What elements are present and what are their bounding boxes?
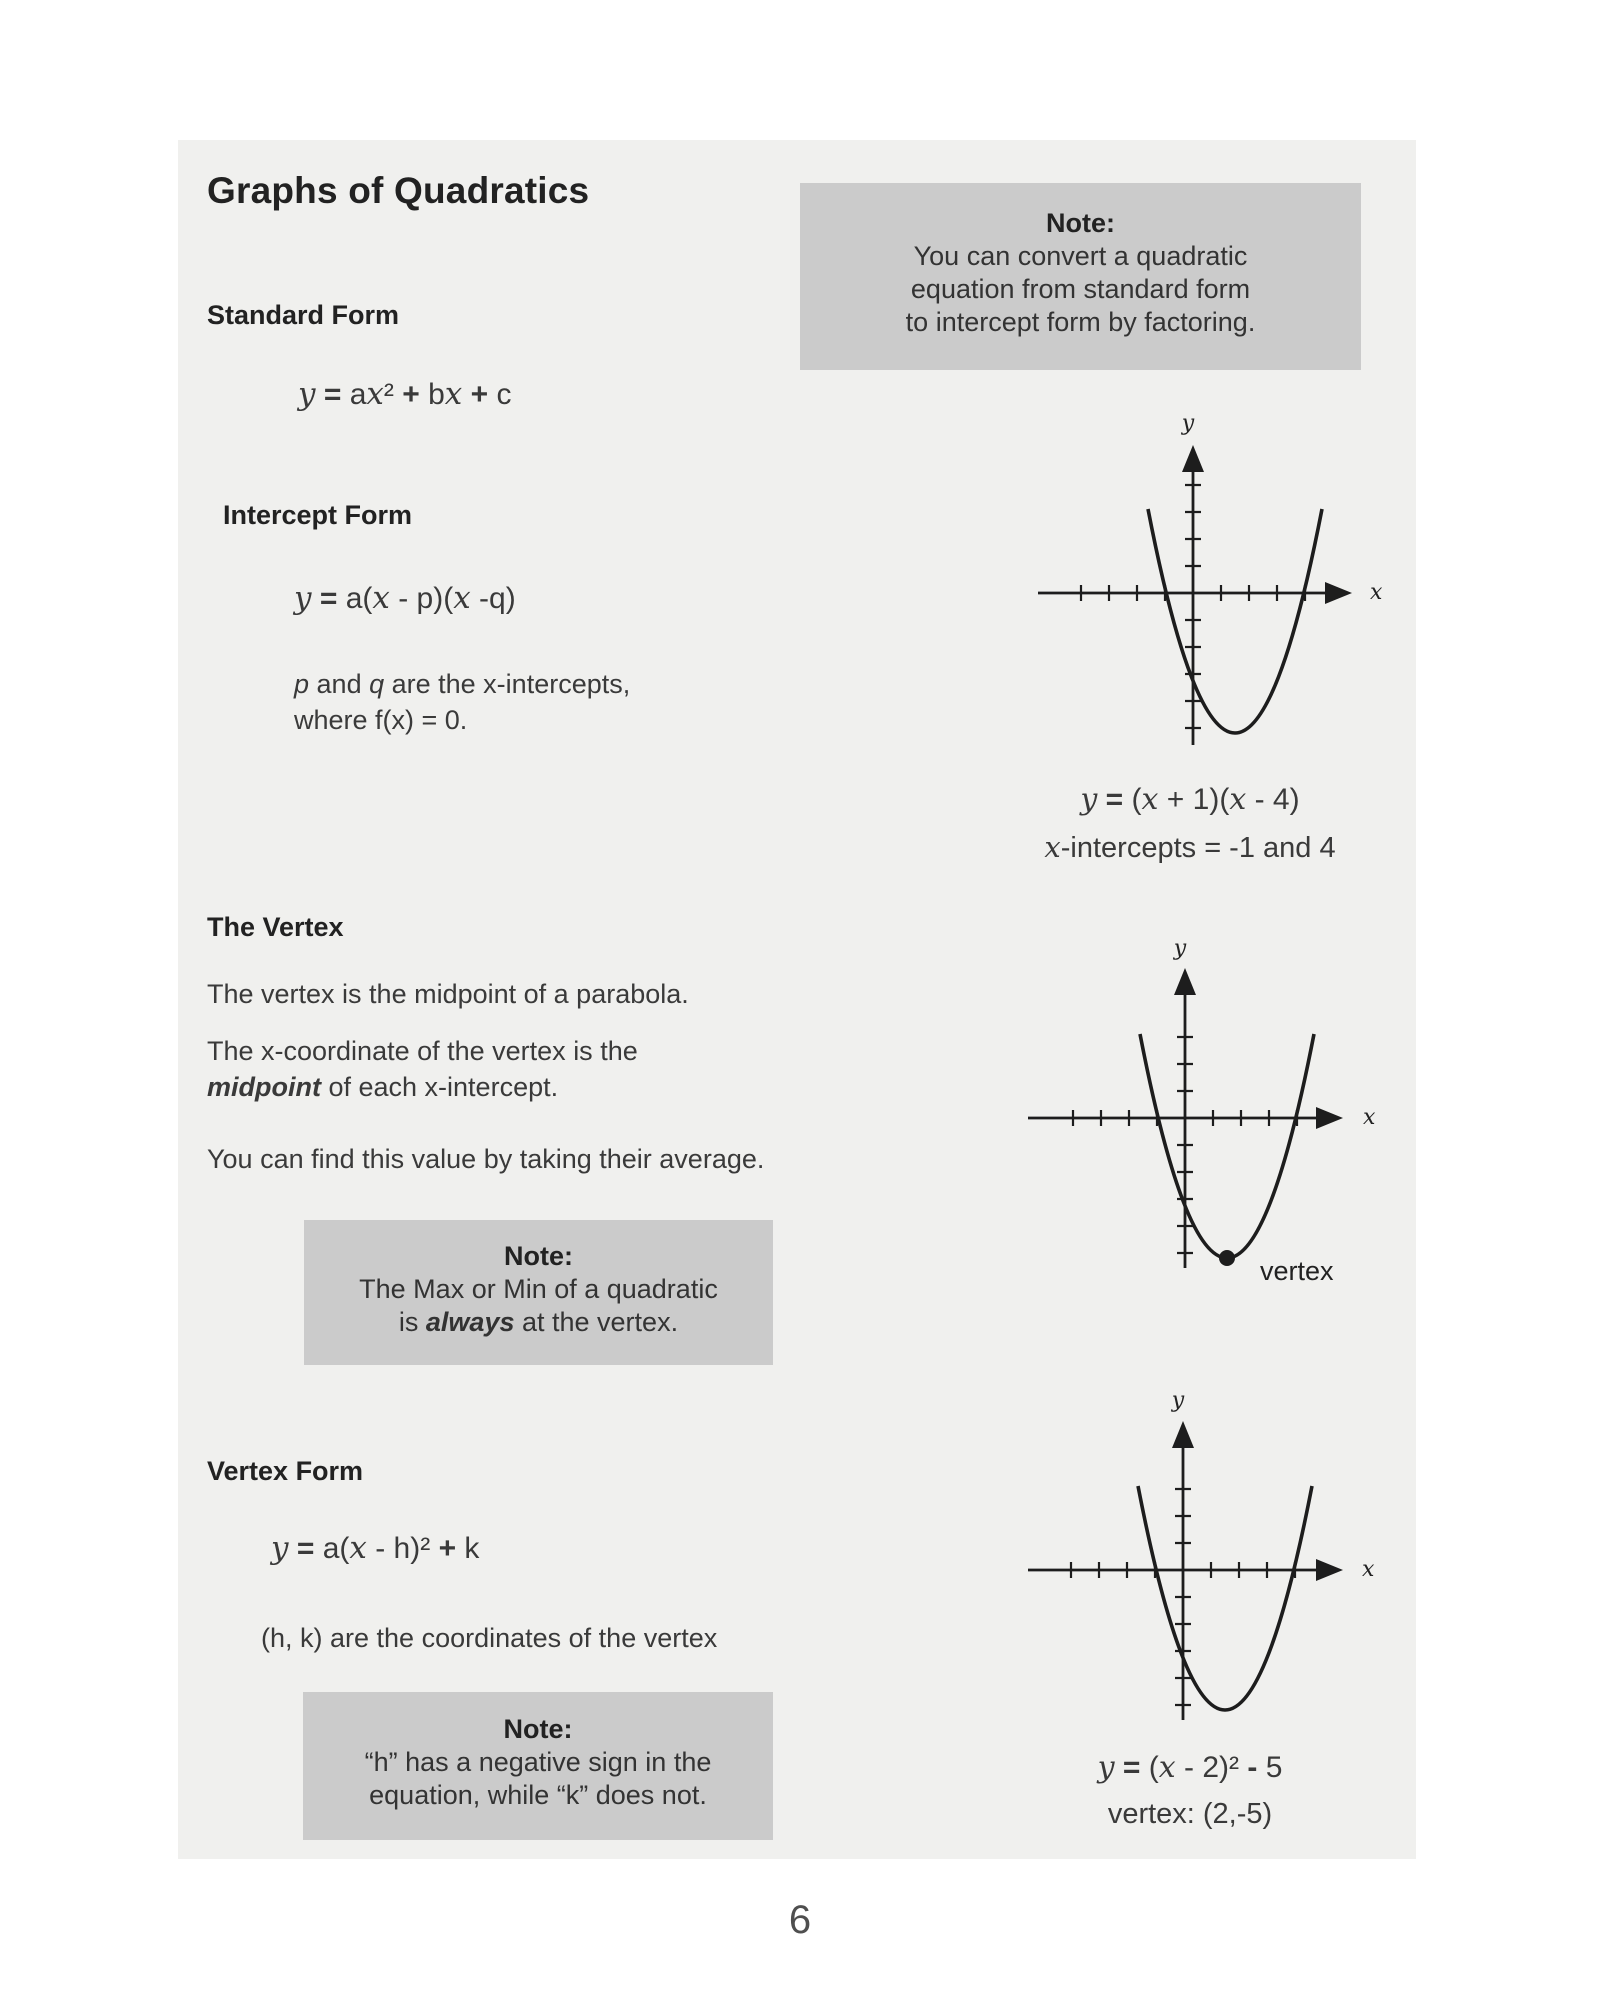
note-line: “h” has a negative sign in the bbox=[364, 1747, 712, 1777]
intercept-description-line1: p and q are the x-intercepts, bbox=[294, 669, 631, 699]
figure3-equation: y = (x - 2)² - 5 bbox=[1097, 1750, 1283, 1785]
y-axis-label: y bbox=[1173, 936, 1187, 961]
figure3-caption bbox=[990, 1750, 1390, 1831]
y-axis-arrowhead bbox=[1182, 445, 1204, 472]
heading-the-vertex: The Vertex bbox=[207, 912, 344, 942]
equation-standard-form: y = ax² + bx + c bbox=[298, 376, 512, 412]
vertex-paragraph-1: The vertex is the midpoint of a parabola. bbox=[207, 979, 689, 1009]
parabola-curve bbox=[1148, 509, 1322, 733]
intercept-description-line2: where f(x) = 0. bbox=[294, 705, 468, 735]
figure1-caption bbox=[990, 782, 1390, 865]
heading-vertex-form: Vertex Form bbox=[207, 1456, 364, 1486]
note-line: is always at the vertex. bbox=[398, 1307, 679, 1337]
note-line: The Max or Min of a quadratic bbox=[359, 1274, 718, 1304]
notes-page bbox=[178, 140, 1416, 1859]
equation-intercept-form: y = a(x - p)(x -q) bbox=[294, 580, 516, 616]
note-body bbox=[303, 1746, 773, 1812]
vertex-paragraph-2-line1: The x-coordinate of the vertex is the bbox=[207, 1036, 638, 1066]
y-axis-arrowhead bbox=[1174, 968, 1196, 995]
figure3-vertex: vertex: (2,-5) bbox=[1107, 1798, 1273, 1830]
y-axis-arrowhead bbox=[1172, 1421, 1194, 1448]
x-axis-arrowhead bbox=[1316, 1559, 1343, 1581]
vertex-form-description: (h, k) are the coordinates of the vertex bbox=[261, 1623, 718, 1653]
figure-vertex-parabola bbox=[1018, 933, 1418, 1313]
vertex-point-label: vertex bbox=[1260, 1256, 1334, 1286]
parabola-curve bbox=[1138, 1486, 1312, 1710]
page-number: 6 bbox=[788, 1898, 812, 1942]
x-axis-label: x bbox=[1370, 580, 1383, 605]
note-line: You can convert a quadratic bbox=[913, 241, 1248, 271]
parabola-curve bbox=[1140, 1034, 1314, 1258]
figure1-intercepts: x-intercepts = -1 and 4 bbox=[1044, 830, 1336, 864]
vertex-paragraph-3: You can find this value by taking their average. bbox=[207, 1144, 765, 1174]
figure-intercept-parabola bbox=[1018, 408, 1418, 788]
figure1-equation: y = (x + 1)(x - 4) bbox=[1080, 782, 1300, 817]
x-axis-arrowhead bbox=[1325, 582, 1352, 604]
note-body bbox=[304, 1273, 773, 1339]
note-body bbox=[800, 240, 1361, 339]
y-axis-label: y bbox=[1171, 1388, 1185, 1413]
note-box-max-min bbox=[304, 1220, 773, 1365]
note-line: to intercept form by factoring. bbox=[905, 307, 1256, 337]
note-title: Note: bbox=[504, 1241, 573, 1271]
y-axis-label: y bbox=[1181, 411, 1195, 436]
x-axis-label: x bbox=[1362, 1557, 1375, 1582]
heading-intercept-form: Intercept Form bbox=[223, 500, 413, 530]
note-title: Note: bbox=[503, 1714, 573, 1744]
vertex-paragraph-2-line2: midpoint of each x-intercept. bbox=[207, 1072, 559, 1102]
vertex-point bbox=[1219, 1250, 1235, 1266]
equation-vertex-form: y = a(x - h)² + k bbox=[271, 1530, 480, 1566]
vertex-paragraph-2 bbox=[207, 1033, 638, 1105]
x-axis-arrowhead bbox=[1316, 1107, 1343, 1129]
note-line: equation, while “k” does not. bbox=[369, 1780, 707, 1810]
heading-standard-form: Standard Form bbox=[207, 300, 400, 330]
page-title: Graphs of Quadratics bbox=[207, 170, 590, 211]
note-box-factoring bbox=[800, 183, 1361, 370]
note-title: Note: bbox=[1046, 208, 1115, 238]
note-box-h-k-signs bbox=[303, 1692, 773, 1840]
figure-vertex-form-parabola bbox=[1018, 1385, 1418, 1765]
x-axis-label: x bbox=[1363, 1105, 1376, 1130]
note-line: equation from standard form bbox=[910, 274, 1251, 304]
intercept-description bbox=[294, 666, 630, 738]
